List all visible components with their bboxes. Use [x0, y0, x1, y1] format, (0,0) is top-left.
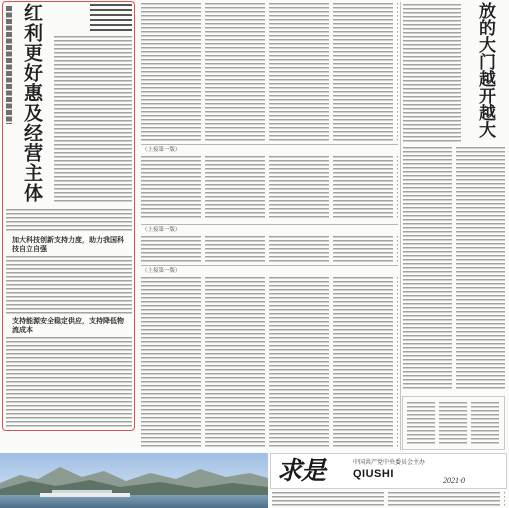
right-article-headline: 放的大门越开越大: [475, 2, 495, 138]
middle-article-columns-4: [141, 277, 398, 449]
middle-divider-2: [141, 224, 398, 225]
continued-label-3: （上接第一版）: [142, 268, 181, 274]
featured-article-kicker: [6, 6, 12, 124]
qiushi-issue: 2021·0: [443, 476, 465, 485]
middle-article-columns-3: [141, 236, 398, 262]
right-article-body-top: [403, 4, 461, 142]
middle-article-columns-2: [141, 156, 398, 220]
right-names-box: [402, 396, 505, 450]
qiushi-sponsor: 中国共产党中央委员会主办: [353, 459, 426, 466]
right-names-list: [407, 402, 501, 444]
right-column-rule: [400, 2, 401, 450]
featured-article-body-section-1: [6, 256, 132, 314]
right-article-body: [403, 147, 505, 391]
featured-article-headline: 红利更好惠及经营主体: [21, 3, 43, 203]
qiushi-contents-list: [272, 492, 505, 506]
featured-article-body-intro: [6, 209, 132, 233]
continued-label-2: （上接第一版）: [142, 227, 181, 233]
continued-label-1: （上接第一版）: [142, 147, 181, 153]
middle-divider-1: [141, 144, 398, 145]
qiushi-latin-name: QIUSHI: [353, 468, 394, 480]
featured-article-subhead-2: 支持能源安全稳定供应，支持降低物流成本: [12, 317, 124, 334]
featured-article-body-top: [54, 36, 132, 204]
featured-article-summary-box: [90, 4, 132, 31]
qiushi-ad: [270, 453, 507, 489]
middle-article-columns-top: [141, 3, 398, 141]
qiushi-logo: 求是: [277, 456, 326, 485]
landscape-photo: [0, 453, 268, 508]
featured-article-subhead-1: 加大科技创新支持力度，助力我国科技自立自强: [12, 236, 124, 253]
featured-article-body-section-2: [6, 337, 132, 427]
middle-divider-3: [141, 265, 398, 266]
